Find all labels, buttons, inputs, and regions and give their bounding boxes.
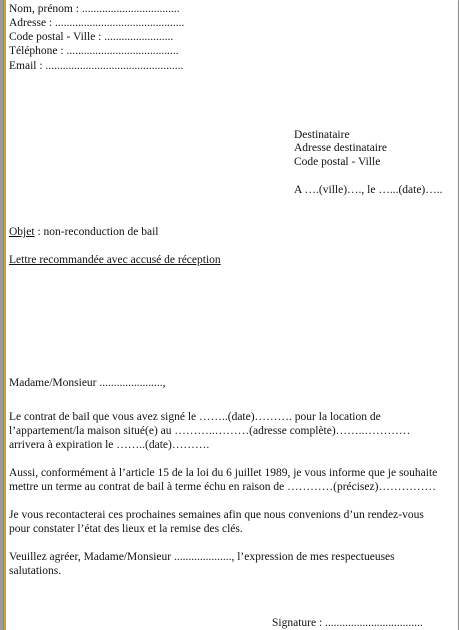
paragraph-line: l’appartement/la maison situé(e) au ………..………(adresse complète)……..………… — [9, 425, 411, 437]
paragraph-line: pour constater l’état des lieux et la remise des clés. — [9, 523, 243, 535]
paragraph-line: mettre un terme au contrat de bail à terme échu en raison de …………(précisez)…………… — [9, 481, 436, 493]
sender-phone: Téléphone : ....................................... — [9, 45, 179, 57]
subject-line — [9, 226, 158, 239]
sender-email: Email : ................................................ — [9, 60, 184, 72]
paragraph-line: Aussi, conformément à l’article 15 de la loi du 6 juillet 1989, je vous informe que je souhaite — [9, 467, 438, 479]
paragraph-line: salutations. — [9, 565, 62, 577]
subject-label: Objet — [9, 226, 35, 238]
recipient-name: Destinataire — [294, 129, 350, 141]
registered-mail-line: Lettre recommandée avec accusé de réception — [9, 254, 221, 266]
place-date: A ….(ville)…., le …...(date)….. — [294, 184, 443, 196]
paragraph-line: Veuillez agréer, Madame/Monsieur ...................., l’expression de mes respectueuses — [9, 551, 395, 563]
paragraph-line: Je vous recontacterai ces prochaines semaines afin que nous convenions d’un rendez-vous — [9, 509, 424, 521]
paragraph-line: arrivera à expiration le ……..(date)………. — [9, 439, 210, 451]
sender-postal: Code postal - Ville : ........................ — [9, 31, 174, 43]
recipient-postal: Code postal - Ville — [294, 156, 381, 168]
subject-text: : non-reconduction de bail — [34, 226, 159, 238]
letter-page — [4, 0, 458, 630]
salutation: Madame/Monsieur ......................, — [9, 377, 166, 389]
sender-address: Adresse : ............................................. — [9, 17, 185, 29]
recipient-address: Adresse destinataire — [294, 142, 387, 154]
paragraph-line: Le contrat de bail que vous avez signé le ……..(date)………. pour la location de — [9, 411, 381, 423]
sender-name: Nom, prénom : .................................. — [9, 3, 180, 15]
signature-line: Signature : .................................. — [272, 617, 423, 629]
